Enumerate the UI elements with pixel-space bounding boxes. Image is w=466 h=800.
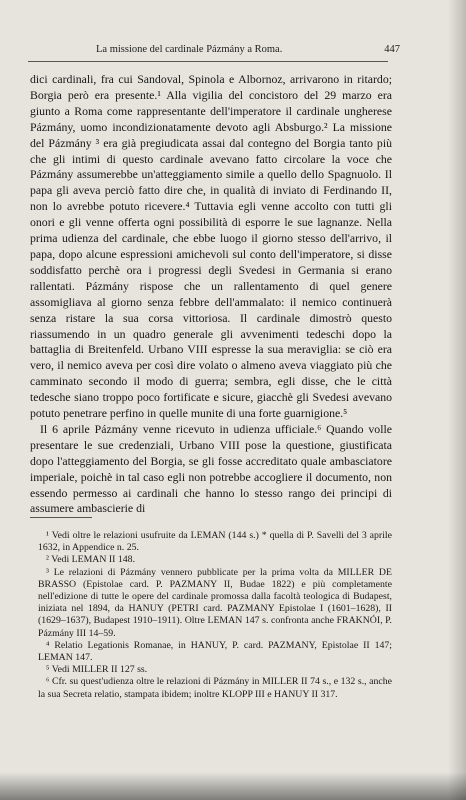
scan-bottom-shadow	[0, 772, 466, 800]
paragraph: Il 6 aprile Pázmány venne ricevuto in udienza ufficiale.⁶ Quando volle presentare le sue credenziali, Urbano VIII pose la questione, giustificata dopo l'atteggiamento del Borgia, se gli fosse accreditato quale ambasciatore imperiale, poichè in tal caso egli non potrebbe accogliere il documento, non essendo permesso ai cardinali che hanno lo stesso rango dei principi di assumere ambascierie di	[30, 421, 392, 516]
footnote: ¹ Vedi oltre le relazioni usufruite da LEMAN (144 s.) * quella di P. Savelli del 3 aprile 1632, in Appendice n. 25.	[38, 530, 392, 554]
footnote: ³ Le relazioni di Pázmány vennero pubblicate per la prima volta da MILLER DE BRASSO (Epistolae card. P. PAZMANY II, Budae 1822) e più completamente nell'edizione di tutte le opere del cardinale promossa dalla facoltà teologica di Budapest, iniziata nel 1894, da HANUY (PETRI card. PAZMANY Epistolae I (1601–1628), II (1629–1637), Budapest 1910–1911). Oltre LEMAN 147 s. confronta anche FRAKNÓI, P. Pázmány III 14–59.	[38, 566, 392, 639]
page-number: 447	[384, 44, 400, 55]
main-text	[30, 72, 392, 517]
footnote: ² Vedi LEMAN II 148.	[46, 554, 136, 566]
running-title: La missione del cardinale Pázmány a Roma.	[96, 44, 283, 55]
page-header	[70, 44, 400, 58]
footnote: ⁵ Vedi MILLER II 127 ss.	[46, 664, 148, 676]
page-edge-shadow	[448, 0, 466, 800]
footnote-rule	[30, 517, 92, 518]
footnote: ⁴ Relatio Legationis Romanae, in HANUY, P. card. PAZMANY, Epistolae II 147; LEMAN 147.	[38, 639, 392, 664]
footnotes	[30, 530, 392, 701]
footnote: ⁶ Cfr. su quest'udienza oltre le relazioni di Pázmány in MILLER II 74 s., e 132 s., anche la sua Secreta relatio, stampata ibidem; inoltre KLOPP III e HANUY II 317.	[38, 676, 392, 700]
header-rule	[28, 61, 388, 62]
paragraph: dici cardinali, fra cui Sandoval, Spinola e Albornoz, arrivarono in ritardo; Borgia però era presente.¹ Alla vigilia del concistoro del 29 marzo era giunto a Roma come rappresentante dell'imperatore il cardinale ungherese Pázmány, uomo incondizionatamente devoto agli Absburgo.² La missione del Pázmány ³ era già pregiudicata assai dal contegno del Borgia tanto più che gli intimi di questo cardinale avevano fatto circolare la voce che Pázmány assumerebbe un'atteggiamento simile a quello dello Spagnuolo. Il papa gli aveva perciò fatto dire che, in qualità di inviato di Ferdinando II, non lo avrebbe potuto ricevere.⁴ Tuttavia egli venne accolto con tutti gli onori e gli venne offerta ogni possibilità di esporre le sue lagnanze. Nella prima udienza del cardinale, che ebbe luogo il giorno stesso dell'arrivo, il papa, dopo alcune espressioni amichevoli sul conto dell'imperatore, si disse soddisfatto perchè ora i progressi degli Svedesi in Germania si erano rallentati. Pázmány rispose che un rallentamento di quel genere assomigliava al giorno senza febbre dell'ammalato: il nemico continuerà senza ristare la sua corsa vittoriosa. Il cardinale dimostrò questo riassumendo in un quadro generale gli avvenimenti tedeschi dopo la battaglia di Breitenfeld. Urbano VIII espresse la sua meraviglia: se ciò era vero, il nemico aveva per così dire volato o almeno aveva viaggiato più che camminato secondo il modo di guerra; sembra, egli disse, che le città tedesche siano troppo poco fortificate e sicure, giacchè gli Svedesi avevano potuto penetrare perfino in quelle munite di una forte guarnigione.⁵	[30, 72, 392, 421]
